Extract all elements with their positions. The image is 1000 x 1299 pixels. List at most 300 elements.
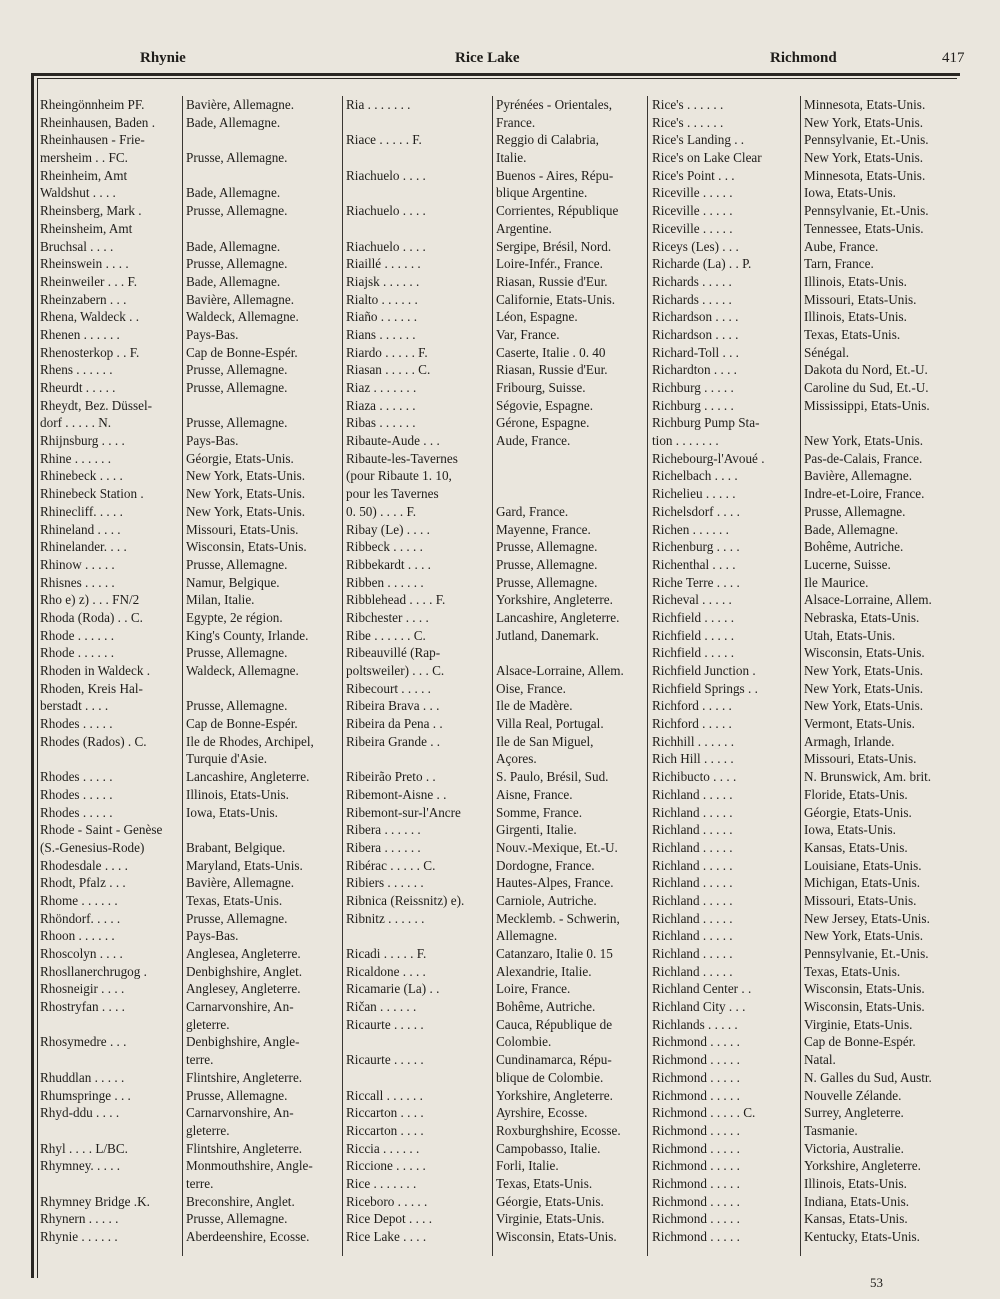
- gazetteer-entry: [38, 680, 342, 698]
- gazetteer-entry: [650, 839, 956, 857]
- place-name: Rheinsheim, Amt: [40, 220, 133, 236]
- header-center: Rice Lake: [455, 50, 520, 66]
- place-name: Ribas . . . . . .: [346, 415, 416, 431]
- place-location: Bade, Allemagne.: [186, 273, 281, 289]
- place-location: Hautes-Alpes, France.: [496, 875, 614, 891]
- header-right: Richmond: [770, 50, 837, 66]
- place-name: Richland . . . . .: [652, 786, 733, 802]
- place-location: Egypte, 2e région.: [186, 609, 283, 625]
- place-location: Fribourg, Suisse.: [496, 380, 586, 395]
- gazetteer-entry: [344, 1140, 647, 1158]
- place-name: Ribemont-sur-l'Ancre: [346, 804, 461, 820]
- gazetteer-entry: [38, 149, 342, 167]
- place-location: Alsace-Lorraine, Allem.: [804, 592, 932, 608]
- gazetteer-entry: [650, 1016, 956, 1034]
- gazetteer-entry: [38, 644, 342, 662]
- place-location: Indiana, Etats-Unis.: [804, 1193, 910, 1209]
- place-location: Pays-Bas.: [186, 433, 239, 449]
- place-location: Maryland, Etats-Unis.: [186, 857, 303, 873]
- gazetteer-entry: [344, 874, 647, 892]
- place-name: [344, 114, 492, 132]
- gazetteer-entry: [344, 1210, 647, 1228]
- place-name: Richards . . . . .: [652, 291, 732, 307]
- gazetteer-entry: [650, 786, 956, 804]
- place-location: Carnarvonshire, An-: [186, 999, 294, 1015]
- place-name: Rice Lake . . . .: [346, 1229, 427, 1244]
- place-location: Lancashire, Angleterre.: [496, 609, 620, 625]
- place-location: Oise, France.: [496, 680, 566, 696]
- place-location: Bohême, Autriche.: [804, 539, 904, 555]
- place-name: Rhodes . . . . .: [40, 769, 113, 785]
- gazetteer-entry: [650, 662, 956, 680]
- place-location: Mecklemb. - Schwerin,: [496, 910, 620, 926]
- gazetteer-entry: [344, 927, 647, 945]
- gazetteer-entry: [38, 432, 342, 450]
- place-name: Richard-Toll . . .: [652, 344, 739, 360]
- place-location: Vermont, Etats-Unis.: [804, 716, 915, 732]
- gazetteer-entry: [344, 644, 647, 662]
- place-name: Richmond . . . . .: [652, 1087, 740, 1103]
- place-name: Ribeira Brava . . .: [346, 698, 440, 714]
- place-name: Riaño . . . . . .: [346, 309, 418, 325]
- place-location: Gérone, Espagne.: [496, 415, 590, 431]
- column-divider: [342, 96, 343, 1256]
- place-name: Richhill . . . . . .: [652, 733, 735, 749]
- place-name: Ribeauvillé (Rap-: [346, 645, 441, 661]
- place-location: Victoria, Australie.: [804, 1140, 904, 1156]
- gazetteer-entry: [650, 538, 956, 556]
- gazetteer-entry: [38, 556, 342, 574]
- place-name: Richburg . . . . .: [652, 380, 734, 395]
- place-location: Mayenne, France.: [496, 521, 591, 537]
- place-name: Richardson . . . .: [652, 326, 739, 342]
- place-name: Richmond . . . . .: [652, 1175, 740, 1191]
- place-name: Ribbekardt . . . .: [346, 556, 431, 572]
- place-name: Rhens . . . . . .: [40, 362, 113, 378]
- gazetteer-entry: [38, 1140, 342, 1158]
- place-name: Ribe . . . . . . C.: [346, 627, 426, 643]
- gazetteer-entry: [344, 1033, 647, 1051]
- gazetteer-entry: [38, 1051, 342, 1069]
- place-name: Ricaurte . . . . .: [346, 1052, 424, 1068]
- gazetteer-entry: [38, 786, 342, 804]
- place-location: Aisne, France.: [496, 786, 573, 802]
- place-name: Rhosymedre . . .: [40, 1034, 127, 1050]
- place-name: Rhinebeck . . . .: [40, 468, 123, 484]
- place-location: Minnesota, Etats-Unis.: [804, 167, 926, 183]
- place-name: Rhinow . . . . .: [40, 556, 115, 572]
- place-name: Richarde (La) . . P.: [652, 256, 752, 272]
- place-location: New York, Etats-Unis.: [186, 468, 306, 484]
- place-location: gleterre.: [186, 1016, 230, 1032]
- place-name: (S.-Genesius-Rode): [40, 839, 145, 855]
- place-name: Rhenosterkop . . F.: [40, 344, 140, 360]
- gazetteer-entry: [344, 273, 647, 291]
- gazetteer-entry: [344, 750, 647, 768]
- place-name: Rice Depot . . . .: [346, 1211, 433, 1227]
- gazetteer-entry: [344, 1122, 647, 1140]
- place-location: Bade, Allemagne.: [804, 521, 899, 537]
- gazetteer-entry: [344, 733, 647, 751]
- place-location: Pays-Bas.: [186, 928, 239, 944]
- gazetteer-entry: [38, 733, 342, 751]
- place-location: Dakota du Nord, Et.-U.: [804, 362, 928, 378]
- place-location: Aberdeenshire, Ecosse.: [186, 1229, 310, 1244]
- column-3: [650, 96, 956, 1246]
- place-location: Prusse, Allemagne.: [186, 556, 288, 572]
- gazetteer-entry: [344, 892, 647, 910]
- place-name: [344, 1033, 492, 1051]
- place-location: blique Argentine.: [496, 185, 588, 201]
- place-location: Loire, France.: [496, 981, 571, 997]
- place-name: Richmond . . . . .: [652, 1140, 740, 1156]
- gazetteer-entry: [650, 1210, 956, 1228]
- place-name: Rhode . . . . . .: [40, 627, 114, 643]
- place-location: Açores.: [496, 751, 537, 767]
- place-name: Riaz . . . . . . .: [346, 380, 417, 395]
- place-location: Wisconsin, Etats-Unis.: [804, 999, 925, 1015]
- place-location: Lucerne, Suisse.: [804, 556, 891, 572]
- place-location: Prusse, Allemagne.: [186, 203, 288, 219]
- place-name: Rheinheim, Amt: [40, 167, 128, 183]
- place-name: poltsweiler) . . . C.: [346, 663, 445, 678]
- place-name: Rich Hill . . . . .: [652, 751, 734, 767]
- place-location: Indre-et-Loire, France.: [804, 486, 925, 502]
- gazetteer-entry: [650, 804, 956, 822]
- place-name: Riaillé . . . . . .: [346, 256, 421, 272]
- gazetteer-entry: [650, 450, 956, 468]
- gazetteer-entry: [650, 397, 956, 415]
- gazetteer-entry: [38, 414, 342, 432]
- place-location: Missouri, Etats-Unis.: [804, 751, 917, 767]
- place-location: Reggio di Calabria,: [496, 132, 599, 148]
- gazetteer-entry: [38, 273, 342, 291]
- place-location: Corrientes, République: [496, 203, 619, 219]
- gazetteer-entry: [38, 1210, 342, 1228]
- place-name: Ria . . . . . . .: [346, 97, 411, 112]
- place-name: Rhostryfan . . . .: [40, 999, 125, 1015]
- place-location: Alsace-Lorraine, Allem.: [496, 663, 624, 678]
- place-name: mersheim . . FC.: [40, 150, 128, 166]
- gazetteer-entry: [38, 1087, 342, 1105]
- place-name: Ribera . . . . . .: [346, 822, 421, 838]
- place-location: Riasan, Russie d'Eur.: [496, 362, 608, 378]
- gazetteer-entry: [344, 1016, 647, 1034]
- place-name: Rhymney Bridge .K.: [40, 1193, 150, 1209]
- place-name: Richford . . . . .: [652, 698, 732, 714]
- place-location: New York, Etats-Unis.: [186, 503, 306, 519]
- gazetteer-entry: [650, 998, 956, 1016]
- gazetteer-entry: [38, 326, 342, 344]
- place-location: Milan, Italie.: [186, 592, 255, 608]
- place-name: Rhyd-ddu . . . .: [40, 1105, 120, 1121]
- place-location: Minnesota, Etats-Unis.: [804, 97, 926, 112]
- place-name: Richland . . . . .: [652, 857, 733, 873]
- gazetteer-entry: [650, 1228, 956, 1246]
- place-name: Rheurdt . . . . .: [40, 380, 116, 395]
- place-name: Richland . . . . .: [652, 946, 733, 961]
- place-name: Rhynern . . . . .: [40, 1211, 119, 1227]
- place-location: Bade, Allemagne.: [186, 185, 281, 201]
- gazetteer-entry: [344, 397, 647, 415]
- gazetteer-entry: [650, 910, 956, 928]
- gazetteer-entry: [38, 591, 342, 609]
- place-location: Tarn, France.: [804, 256, 874, 272]
- gazetteer-entry: [344, 255, 647, 273]
- gazetteer-entry: [650, 927, 956, 945]
- place-name: Rhineland . . . .: [40, 521, 121, 537]
- place-location: New York, Etats-Unis.: [804, 663, 924, 678]
- place-name: Richards . . . . .: [652, 273, 732, 289]
- gazetteer-entry: [650, 821, 956, 839]
- place-name: Riceys (Les) . . .: [652, 238, 739, 254]
- place-location: Prusse, Allemagne.: [186, 150, 288, 166]
- gazetteer-entry: [38, 980, 342, 998]
- place-location: Bavière, Allemagne.: [186, 291, 295, 307]
- place-name: Richmond . . . . .: [652, 1052, 740, 1068]
- place-name: Bruchsal . . . .: [40, 238, 114, 254]
- place-name: Rhosllanerchrugog .: [40, 963, 147, 979]
- gazetteer-entry: [344, 680, 647, 698]
- place-location: Prusse, Allemagne.: [186, 362, 288, 378]
- place-location: blique de Colombie.: [496, 1069, 604, 1085]
- gazetteer-entry: [344, 202, 647, 220]
- gazetteer-entry: [650, 963, 956, 981]
- place-location: Ile de San Miguel,: [496, 733, 594, 749]
- gazetteer-entry: [38, 291, 342, 309]
- place-name: Rheinswein . . . .: [40, 256, 129, 272]
- gazetteer-entry: [650, 202, 956, 220]
- place-name: Richmond . . . . .: [652, 1193, 740, 1209]
- place-name: Rians . . . . . .: [346, 326, 416, 342]
- place-location: Campobasso, Italie.: [496, 1140, 601, 1156]
- gazetteer-entry: [650, 167, 956, 185]
- place-name: Richland . . . . .: [652, 963, 733, 979]
- gazetteer-entry: [344, 627, 647, 645]
- gazetteer-entry: [38, 857, 342, 875]
- gazetteer-entry: [38, 450, 342, 468]
- gazetteer-entry: [650, 308, 956, 326]
- place-location: Illinois, Etats-Unis.: [186, 786, 289, 802]
- gazetteer-entry: [38, 255, 342, 273]
- gazetteer-entry: [38, 1175, 342, 1193]
- place-location: Yorkshire, Angleterre.: [804, 1158, 921, 1174]
- place-name: [344, 1069, 492, 1087]
- place-location: Cap de Bonne-Espér.: [186, 716, 298, 732]
- place-location: Virginie, Etats-Unis.: [496, 1211, 605, 1227]
- place-name: [344, 184, 492, 202]
- place-name: Rhumspringe . . .: [40, 1087, 131, 1103]
- place-location: Prusse, Allemagne.: [496, 556, 598, 572]
- gazetteer-entry: [38, 238, 342, 256]
- gazetteer-entry: [344, 131, 647, 149]
- place-name: Rheydt, Bez. Düssel-: [40, 397, 153, 413]
- gazetteer-entry: [344, 591, 647, 609]
- gazetteer-entry: [650, 220, 956, 238]
- place-name: Ribera . . . . . .: [346, 839, 421, 855]
- gazetteer-entry: [38, 1016, 342, 1034]
- place-location: Surrey, Angleterre.: [804, 1105, 904, 1121]
- place-name: Richfield Springs . .: [652, 680, 758, 696]
- place-name: [38, 1051, 182, 1069]
- place-location: Anglesey, Angleterre.: [186, 981, 301, 997]
- place-name: Rhodes . . . . .: [40, 716, 113, 732]
- gazetteer-entry: [38, 167, 342, 185]
- place-location: Illinois, Etats-Unis.: [804, 273, 907, 289]
- place-location: Géorgie, Etats-Unis.: [186, 450, 294, 466]
- place-name: Ribnitz . . . . . .: [346, 910, 425, 926]
- place-name: Richebourg-l'Avoué .: [652, 450, 765, 466]
- gazetteer-entry: [38, 910, 342, 928]
- place-location: New York, Etats-Unis.: [186, 486, 306, 502]
- gazetteer-entry: [344, 184, 647, 202]
- place-name: Riceville . . . . .: [652, 220, 733, 236]
- gazetteer-entry: [38, 821, 342, 839]
- place-name: Riccarton . . . .: [346, 1122, 424, 1138]
- place-location: Ile de Rhodes, Archipel,: [186, 733, 314, 749]
- place-name: Rhoden in Waldeck .: [40, 663, 151, 678]
- place-location: Missouri, Etats-Unis.: [186, 521, 299, 537]
- place-name: Rice . . . . . . .: [346, 1175, 417, 1191]
- place-location: Pennsylvanie, Et.-Unis.: [804, 203, 929, 219]
- place-location: Carniole, Autriche.: [496, 892, 597, 908]
- place-name: Richfield Junction .: [652, 663, 756, 678]
- place-location: Pennsylvanie, Et.-Unis.: [804, 132, 929, 148]
- place-name: Ribeirão Preto . .: [346, 769, 436, 785]
- place-name: Rice's Point . . .: [652, 167, 735, 183]
- place-name: Rheinsberg, Mark .: [40, 203, 142, 219]
- column-divider: [647, 96, 648, 1256]
- place-name: Rhuddlan . . . . .: [40, 1069, 125, 1085]
- gazetteer-entry: [38, 927, 342, 945]
- place-name: Rho e) z) . . . FN/2: [40, 592, 140, 608]
- gazetteer-entry: [344, 980, 647, 998]
- gazetteer-entry: [344, 1069, 647, 1087]
- place-location: Texas, Etats-Unis.: [804, 963, 901, 979]
- place-location: Missouri, Etats-Unis.: [804, 291, 917, 307]
- place-location: Tasmanie.: [804, 1122, 858, 1138]
- place-name: Rheinzabern . . .: [40, 291, 127, 307]
- gazetteer-entry: [650, 273, 956, 291]
- gazetteer-entry: [650, 361, 956, 379]
- place-location: Cauca, République de: [496, 1016, 613, 1032]
- place-name: Ribblehead . . . . F.: [346, 592, 446, 608]
- place-location: Armagh, Irlande.: [804, 733, 895, 749]
- gazetteer-entry: [344, 485, 647, 503]
- gazetteer-entry: [650, 1033, 956, 1051]
- gazetteer-entry: [650, 609, 956, 627]
- column-2: [344, 96, 647, 1246]
- place-name: Rhosneigir . . . .: [40, 981, 125, 997]
- place-location: Aude, France.: [496, 433, 571, 449]
- place-name: Riccione . . . . .: [346, 1158, 426, 1174]
- place-location: Ayrshire, Ecosse.: [496, 1105, 588, 1121]
- place-location: Iowa, Etats-Unis.: [804, 822, 896, 838]
- place-location: [182, 397, 342, 415]
- gazetteer-entry: [38, 1104, 342, 1122]
- place-location: [182, 821, 342, 839]
- gazetteer-entry: [650, 96, 956, 114]
- place-name: Ribecourt . . . . .: [346, 680, 431, 696]
- place-location: Caroline du Sud, Et.-U.: [804, 380, 929, 395]
- place-location: Ile de Madère.: [496, 698, 573, 714]
- gazetteer-entry: [344, 786, 647, 804]
- place-name: Richenburg . . . .: [652, 539, 740, 555]
- place-name: Richenthal . . . .: [652, 556, 736, 572]
- place-name: Richelieu . . . . .: [652, 486, 736, 502]
- place-name: Ricamarie (La) . .: [346, 981, 440, 997]
- place-name: Rhena, Waldeck . .: [40, 309, 140, 325]
- place-name: Rhome . . . . . .: [40, 892, 118, 908]
- gazetteer-entry: [650, 1175, 956, 1193]
- gazetteer-entry: [650, 715, 956, 733]
- gazetteer-entry: [38, 750, 342, 768]
- place-location: Missouri, Etats-Unis.: [804, 892, 917, 908]
- place-location: [182, 220, 342, 238]
- place-location: Alexandrie, Italie.: [496, 963, 592, 979]
- gazetteer-entry: [650, 414, 956, 432]
- gazetteer-entry: [38, 538, 342, 556]
- place-name: Ricadi . . . . . F.: [346, 946, 427, 961]
- place-name: Richland City . . .: [652, 999, 746, 1015]
- place-name: [38, 750, 182, 768]
- place-location: Riasan, Russie d'Eur.: [496, 273, 608, 289]
- place-name: Ribnica (Reissnitz) e).: [346, 892, 465, 908]
- gazetteer-entry: [344, 361, 647, 379]
- gazetteer-entry: [38, 574, 342, 592]
- place-name: Richburg Pump Sta-: [652, 415, 760, 431]
- gazetteer-entry: [650, 697, 956, 715]
- place-name: Richmond . . . . . C.: [652, 1105, 756, 1121]
- place-name: [344, 927, 492, 945]
- place-location: Namur, Belgique.: [186, 574, 280, 590]
- gazetteer-entry: [38, 220, 342, 238]
- gazetteer-entry: [344, 96, 647, 114]
- place-name: Riccarton . . . .: [346, 1105, 424, 1121]
- place-name: Richen . . . . . .: [652, 521, 729, 537]
- gazetteer-entry: [344, 839, 647, 857]
- gazetteer-entry: [38, 503, 342, 521]
- place-location: Italie.: [496, 150, 527, 166]
- signature-mark: 53: [870, 1275, 883, 1290]
- place-name: [38, 1175, 182, 1193]
- gazetteer-entry: [344, 1175, 647, 1193]
- place-location: Floride, Etats-Unis.: [804, 786, 908, 802]
- gazetteer-entry: [650, 344, 956, 362]
- gazetteer-entry: [650, 255, 956, 273]
- place-name: Ribaute-Aude . . .: [346, 433, 440, 449]
- gazetteer-entry: [344, 467, 647, 485]
- place-name: Riachuelo . . . .: [346, 238, 426, 254]
- place-name: Ribaute-les-Tavernes: [346, 450, 458, 466]
- place-name: Richmond . . . . .: [652, 1034, 740, 1050]
- place-location: Prusse, Allemagne.: [186, 1087, 288, 1103]
- place-location: Michigan, Etats-Unis.: [804, 875, 921, 891]
- gazetteer-entry: [344, 998, 647, 1016]
- place-name: Rhöndorf. . . . .: [40, 910, 121, 926]
- place-name: Richland . . . . .: [652, 822, 733, 838]
- place-location: Illinois, Etats-Unis.: [804, 309, 907, 325]
- place-name: Rhijnsburg . . . .: [40, 433, 125, 449]
- gazetteer-entry: [344, 963, 647, 981]
- gazetteer-entry: [650, 1104, 956, 1122]
- place-location: [492, 450, 647, 468]
- place-location: Girgenti, Italie.: [496, 822, 577, 838]
- gazetteer-entry: [38, 768, 342, 786]
- gazetteer-entry: [344, 556, 647, 574]
- gazetteer-entry: [38, 892, 342, 910]
- place-location: Forli, Italie.: [496, 1158, 559, 1174]
